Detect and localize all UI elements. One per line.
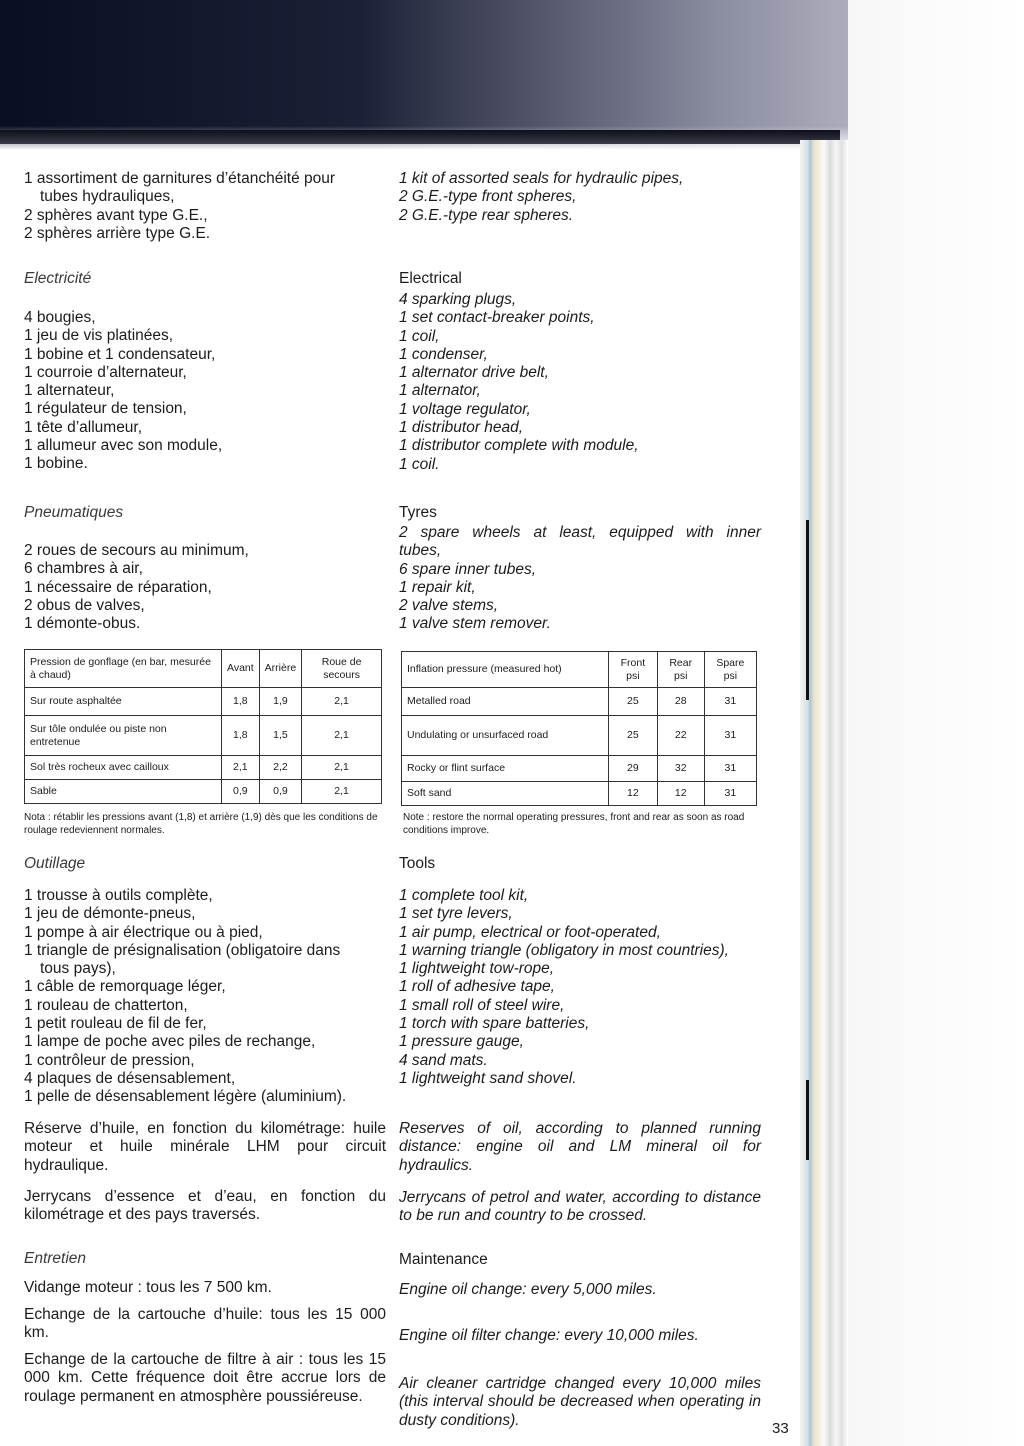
scan-margin-right [848, 0, 1024, 1446]
fr-list-item: tubes hydrauliques, [40, 188, 175, 206]
fr-huile-paragraph: Réserve d’huile, en fonction du kilométrage: huile moteur et huile minérale LHM pour circuit hydraulique. [24, 1120, 386, 1174]
table-cell: 1,8 [222, 716, 260, 756]
en-list-item: 1 repair kit, [399, 578, 476, 596]
fr-jerrycans-paragraph: Jerrycans d’essence et d’eau, en fonction du kilométrage et des pays traversés. [24, 1188, 386, 1224]
fr-cartouche-huile-paragraph: Echange de la cartouche d’huile: tous les 15 000 km. [24, 1306, 386, 1342]
table-header-cell: Front psi [609, 652, 658, 688]
table-cell: Sol très rocheux avec cailloux [25, 756, 222, 780]
fr-list-item: 1 câble de remorquage léger, [24, 978, 226, 996]
fr-pneumatiques-list [24, 542, 386, 633]
fr-list-item: 1 triangle de présignalisation (obligatoire dans [24, 941, 341, 959]
fr-list-item: 1 lampe de poche avec piles de rechange, [24, 1033, 316, 1051]
en-jerrycans-paragraph: Jerrycans of petrol and water, according to distance to be run and country to be crossed. [399, 1189, 761, 1225]
table-row [25, 688, 382, 716]
table-cell: 0,9 [222, 780, 260, 804]
en-filter-change-paragraph: Engine oil filter change: every 10,000 miles. [399, 1327, 699, 1344]
table-header-cell: Pression de gonflage (en bar, mesurée à chaud) [25, 650, 222, 688]
table-cell: 2,2 [259, 756, 302, 780]
fr-pressure-table [24, 649, 382, 804]
table-row [402, 756, 757, 782]
fr-list-item: 1 alternateur, [24, 382, 115, 400]
en-list-item: 1 roll of adhesive tape, [399, 978, 555, 996]
fr-list-item: 1 bobine. [24, 455, 88, 473]
fr-entretien-heading: Entretien [24, 1250, 87, 1267]
table-cell: Sur tôle ondulée ou piste non entretenue [25, 716, 222, 756]
en-table-note: Note : restore the normal operating pressures, front and rear as soon as road conditions improve. [403, 812, 745, 836]
en-list-item: 1 alternator drive belt, [399, 364, 549, 382]
en-list-item: 2 G.E.-type front spheres, [399, 188, 577, 206]
en-electrical-heading: Electrical [399, 270, 462, 287]
table-cell: Metalled road [402, 688, 609, 716]
en-list-item: 1 distributor head, [399, 419, 524, 437]
table-cell: 25 [609, 688, 658, 716]
fr-list-item: 1 pompe à air électrique ou à pied, [24, 923, 263, 941]
fr-list-item: 1 nécessaire de réparation, [24, 578, 212, 596]
table-cell: 0,9 [259, 780, 302, 804]
table-cell: 22 [657, 716, 704, 756]
page-number: 33 [772, 1420, 789, 1437]
en-maintenance-heading: Maintenance [399, 1251, 488, 1268]
fr-outillage-list [24, 887, 386, 1107]
en-list-item: 2 valve stems, [399, 597, 499, 615]
fr-list-item: 1 petit rouleau de fil de fer, [24, 1015, 207, 1033]
table-header-cell: Rear psi [657, 652, 704, 688]
en-list-item: 6 spare inner tubes, [399, 560, 537, 578]
table-header-cell: Avant [222, 650, 260, 688]
table-cell: 1,9 [259, 688, 302, 716]
en-air-cleaner-paragraph: Air cleaner cartridge changed every 10,000 miles (this interval should be decreased when operating in dusty conditions). [399, 1375, 761, 1429]
table-cell: Undulating or unsurfaced road [402, 716, 609, 756]
fr-list-item: 1 trousse à outils complète, [24, 887, 213, 904]
fr-list-item: 1 assortiment de garnitures d’étanchéité pour [24, 170, 336, 187]
en-list-item: 1 kit of assorted seals for hydraulic pipes, [399, 170, 684, 187]
fr-list-item: 2 obus de valves, [24, 596, 145, 614]
fr-list-item: 2 roues de secours au minimum, [24, 542, 249, 559]
table-header-row [25, 650, 382, 688]
en-seals-list [399, 170, 761, 225]
table-cell: 31 [704, 756, 756, 782]
en-list-item: 1 complete tool kit, [399, 887, 529, 904]
en-list-item: 1 voltage regulator, [399, 400, 531, 418]
en-list-item: 1 coil. [399, 455, 440, 473]
fr-list-item: 1 tête d’allumeur, [24, 418, 143, 436]
table-cell: 2,1 [302, 780, 382, 804]
table-cell: 2,1 [302, 688, 382, 716]
en-list-item: tubes, [399, 542, 442, 560]
fr-list-item: 1 jeu de démonte-pneus, [24, 905, 196, 923]
fr-list-item: 1 jeu de vis platinées, [24, 327, 174, 345]
table-cell: Soft sand [402, 782, 609, 806]
en-list-item: 1 distributor complete with module, [399, 437, 639, 455]
fr-seals-list [24, 170, 386, 243]
en-electrical-list [399, 291, 761, 474]
table-header-cell: Arrière [259, 650, 302, 688]
fr-list-item: 4 bougies, [24, 309, 96, 326]
table-row [25, 716, 382, 756]
table-row [402, 782, 757, 806]
fr-list-item: 1 pelle de désensablement légère (aluminium). [24, 1088, 347, 1106]
fr-list-item: 1 démonte-obus. [24, 615, 141, 633]
fr-vidange-paragraph: Vidange moteur : tous les 7 500 km. [24, 1279, 272, 1296]
table-cell: 2,1 [302, 756, 382, 780]
table-cell: 28 [657, 688, 704, 716]
table-cell: Sable [25, 780, 222, 804]
en-list-item: 2 spare wheels at least, equipped with inner [399, 524, 761, 541]
fr-list-item: tous pays), [40, 960, 116, 978]
table-header-row [402, 652, 757, 688]
en-list-item: 4 sparking plugs, [399, 291, 517, 308]
en-list-item: 1 condenser, [399, 345, 488, 363]
en-list-item: 1 lightweight sand shovel. [399, 1069, 577, 1087]
en-list-item: 1 set tyre levers, [399, 905, 513, 923]
table-row [25, 756, 382, 780]
table-cell: 32 [657, 756, 704, 782]
table-cell: 12 [657, 782, 704, 806]
fr-list-item: 2 sphères avant type G.E., [24, 206, 208, 224]
table-cell: 1,5 [259, 716, 302, 756]
table-row [25, 780, 382, 804]
en-list-item: 1 warning triangle (obligatory in most countries), [399, 941, 729, 959]
table-cell: Rocky or flint surface [402, 756, 609, 782]
table-cell: 2,1 [222, 756, 260, 780]
fr-list-item: 4 plaques de désensablement, [24, 1069, 236, 1087]
en-tyres-list [399, 524, 761, 634]
table-cell: 31 [704, 782, 756, 806]
table-cell: 2,1 [302, 716, 382, 756]
en-tools-heading: Tools [399, 855, 436, 872]
table-row [402, 716, 757, 756]
en-tyres-heading: Tyres [399, 504, 437, 521]
fr-pneumatiques-heading: Pneumatiques [24, 504, 124, 521]
table-cell: 29 [609, 756, 658, 782]
fr-cartouche-air-paragraph: Echange de la cartouche de filtre à air : tous les 15 000 km. Cette fréquence doit être accrue lors de roulage permanent en atmosphère poussiéreuse. [24, 1351, 386, 1405]
fr-list-item: 6 chambres à air, [24, 560, 143, 578]
table-cell: 12 [609, 782, 658, 806]
fr-list-item: 1 rouleau de chatterton, [24, 996, 188, 1014]
fr-outillage-heading: Outillage [24, 855, 86, 872]
en-list-item: 4 sand mats. [399, 1051, 488, 1069]
en-pressure-table [401, 651, 757, 806]
en-list-item: 1 alternator, [399, 382, 481, 400]
fr-electricite-list [24, 309, 386, 474]
fr-list-item: 1 bobine et 1 condensateur, [24, 345, 216, 363]
en-list-item: 1 air pump, electrical or foot-operated, [399, 923, 661, 941]
fr-table-note: Nota : rétablir les pressions avant (1,8) et arrière (1,9) dès que les conditions de roulage redeviennent normales. [24, 812, 378, 836]
table-cell: 1,8 [222, 688, 260, 716]
table-cell: 25 [609, 716, 658, 756]
en-list-item: 2 G.E.-type rear spheres. [399, 206, 574, 224]
en-oil-change-paragraph: Engine oil change: every 5,000 miles. [399, 1281, 657, 1298]
en-list-item: 1 pressure gauge, [399, 1033, 524, 1051]
table-cell: Sur route asphaltée [25, 688, 222, 716]
en-list-item: 1 torch with spare batteries, [399, 1015, 590, 1033]
table-cell: 31 [704, 716, 756, 756]
en-tools-list [399, 887, 761, 1088]
table-header-cell: Roue de secours [302, 650, 382, 688]
fr-list-item: 1 régulateur de tension, [24, 400, 187, 418]
fr-list-item: 1 courroie d’alternateur, [24, 363, 187, 381]
en-oil-paragraph: Reserves of oil, according to planned running distance: engine oil and LM mineral oil for hydraulics. [399, 1120, 761, 1174]
table-header-cell: Spare psi [704, 652, 756, 688]
fr-list-item: 2 sphères arrière type G.E. [24, 224, 211, 242]
table-cell: 31 [704, 688, 756, 716]
en-list-item: 1 lightweight tow-rope, [399, 960, 555, 978]
en-list-item: 1 valve stem remover. [399, 615, 551, 633]
fr-electricite-heading: Electricité [24, 270, 92, 287]
en-list-item: 1 set contact-breaker points, [399, 309, 595, 327]
book-edge-strip [800, 140, 848, 1446]
fr-list-item: 1 allumeur avec son module, [24, 437, 223, 455]
table-header-cell: Inflation pressure (measured hot) [402, 652, 609, 688]
page-edge [0, 130, 840, 144]
table-row [402, 688, 757, 716]
en-list-item: 1 small roll of steel wire, [399, 996, 565, 1014]
en-list-item: 1 coil, [399, 327, 440, 345]
fr-list-item: 1 contrôleur de pression, [24, 1051, 195, 1069]
